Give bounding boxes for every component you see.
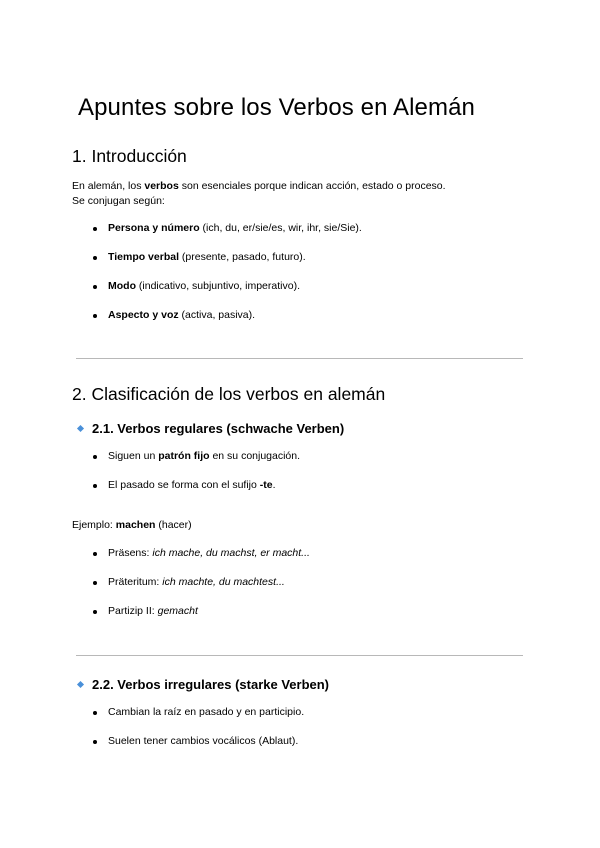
list-item [108, 576, 285, 588]
document-title: Apuntes sobre los Verbos en Alemán [78, 94, 475, 121]
subsection-heading-regular [78, 421, 344, 436]
section-heading-classification: 2. Clasificación de los verbos en alemán [72, 384, 386, 404]
list-item-term: Tiempo verbal [108, 251, 179, 263]
list-item-term: Persona y número [108, 222, 200, 234]
form-value: gemacht [157, 605, 198, 617]
diamond-bullet-icon [77, 681, 84, 688]
list-item [108, 309, 255, 321]
list-item-text-rest: . [272, 479, 276, 491]
intro-text-line2: Se conjugan según: [72, 195, 165, 207]
list-item-text: El pasado se forma con el sufijo [108, 479, 260, 491]
form-label: Partizip II: [108, 605, 158, 617]
intro-text-rest: son esenciales porque indican acción, estado o proceso. [178, 180, 446, 192]
form-value: ich mache, du machst, er macht... [152, 547, 310, 559]
list-item [108, 222, 362, 234]
list-item [108, 547, 310, 559]
intro-text: En alemán, los [72, 180, 145, 192]
intro-bold-term: verbos [144, 180, 179, 192]
list-item [108, 450, 300, 462]
example-label: Ejemplo: [72, 519, 116, 531]
subsection-heading-irregular [78, 677, 329, 692]
list-item [108, 479, 276, 491]
list-item: Suelen tener cambios vocálicos (Ablaut). [108, 735, 299, 747]
list-item-term: Modo [108, 280, 136, 292]
list-item-term: Aspecto y voz [108, 309, 179, 321]
list-item-text: (indicativo, subjuntivo, imperativo). [136, 280, 300, 292]
list-item-text: (presente, pasado, futuro). [179, 251, 306, 263]
form-label: Präteritum: [108, 576, 163, 588]
section-divider [76, 655, 523, 656]
list-item-term: patrón fijo [158, 450, 210, 462]
section-heading-introduction: 1. Introducción [72, 146, 187, 166]
form-value: ich machte, du machtest... [162, 576, 285, 588]
example-translation: (hacer) [155, 519, 192, 531]
list-item-term: -te [259, 479, 273, 491]
list-item-text-rest: en su conjugación. [209, 450, 301, 462]
list-item [108, 280, 300, 292]
example-verb: machen [115, 519, 156, 531]
subsection-heading-text: 2.2. Verbos irregulares (starke Verben) [92, 677, 330, 692]
form-label: Präsens: [108, 547, 153, 559]
list-item-text: Siguen un [108, 450, 159, 462]
list-item [108, 251, 306, 263]
list-item-text: (ich, du, er/sie/es, wir, ihr, sie/Sie). [199, 222, 362, 234]
list-item-text: (activa, pasiva). [178, 309, 256, 321]
intro-paragraph [72, 179, 446, 209]
section-divider [76, 358, 523, 359]
list-item [108, 605, 198, 617]
example-line [72, 518, 192, 533]
list-item: Cambian la raíz en pasado y en participio. [108, 706, 305, 718]
diamond-bullet-icon [77, 425, 84, 432]
subsection-heading-text: 2.1. Verbos regulares (schwache Verben) [92, 421, 345, 436]
